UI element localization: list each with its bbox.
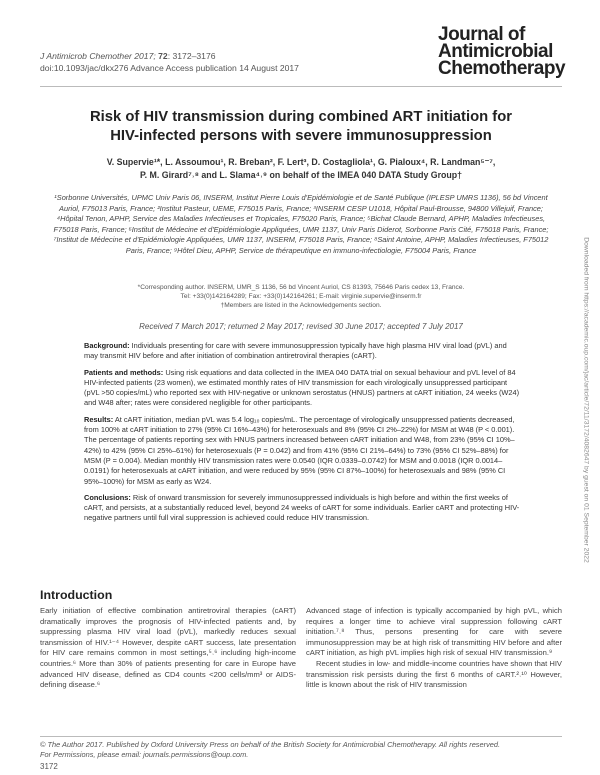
body-paragraph: Advanced stage of infection is typically accompanied by high pVL, which requires a longer time to achieve viral suppression following cART initiation.⁷˒⁸ Thus, persons presenting for care with severe immunosuppression may be at high risk of transmitting HIV before and after cART initiation, as high pVL implies high risk of sexual HIV transmission.⁹ <box>306 606 562 658</box>
doi-line: doi:10.1093/jac/dkx276 Advance Access publication 14 August 2017 <box>40 63 299 73</box>
title-line-1: Risk of HIV transmission during combined ART initiation for <box>89 109 512 125</box>
download-watermark <box>579 190 593 610</box>
introduction-left-column <box>40 606 296 691</box>
section-heading-introduction: Introduction <box>40 588 113 602</box>
citation-line <box>40 50 299 62</box>
abstract-results <box>84 415 520 487</box>
abstract-text: Risk of onward transmission for severely immunosuppressed individuals is high before and within the first weeks of cART, and persists, at a substantially reduced level, beyond 24 weeks of cART for some individuals. Earlier cART and protecting HIV-negative partners until full viral suppression is achieved could reduce HIV transmission. <box>84 492 520 523</box>
abstract-conclusions <box>84 493 520 524</box>
received-dates: Received 7 March 2017; returned 2 May 2017; revised 30 June 2017; accepted 7 July 2017 <box>139 322 463 331</box>
corresp-line-2: Tel: +33(0)142164289; Fax: +33(0)142164261; E-mail: virginie.supervie@inserm.fr <box>180 293 422 301</box>
title-line-2: HIV-infected persons with severe immunosuppression <box>110 128 492 144</box>
citation-volume: 72 <box>158 51 168 61</box>
journal-logo <box>438 26 565 77</box>
authors-line-1: V. Supervie¹*, L. Assoumou¹, R. Breban², F. Lert³, D. Costagliola¹, G. Pialoux⁴, R. Landman⁵⁻⁷, <box>106 157 496 167</box>
logo-line-3: Chemotherapy <box>438 58 566 79</box>
copyright-footer <box>40 740 562 760</box>
abstract <box>84 341 520 530</box>
author-list <box>56 156 546 182</box>
corresponding-author <box>120 283 482 311</box>
citation-block <box>40 50 299 74</box>
copyright-line: © The Author 2017. Published by Oxford University Press on behalf of the British Society for Antimicrobial Chemotherapy. All rights reserved. <box>40 740 501 749</box>
citation-year: 2017; <box>134 51 156 61</box>
abstract-text: Individuals presenting for care with severe immunosuppression typically have high plasma HIV viral load (pVL) and may transmit HIV before and after initiation of combination antiretroviral therapies (cART). <box>84 341 507 361</box>
citation-pages: : 3172–3176 <box>167 51 216 61</box>
abstract-label: Results: <box>84 414 114 424</box>
affiliations: ¹Sorbonne Universités, UPMC Univ Paris 06, INSERM, Institut Pierre Louis d'Epidémiologie et de Santé Publique (IPLESP UMRS 1136), 56 bd Vincent Auriol, F75013 Paris, France; ²Institut Pasteur, UEME, F75015 Paris, France; ³INSERM CESP U1018, Hôpital Paul-Brousse, 94800 Villejuif, France; ⁴Hôpital Tenon, APHP, Service des Maladies Infectieuses et Tropicales, F75020 Paris, France; ⁵Bichat Claude Bernard, APHP, Maladies Infectieuses, F75018 Paris, France; ⁶Institut de Médecine et d'Epidémiologie Appliquées, UMR 1137, Univ Paris Diderot, Sorbonne Paris Cité, F75018 Paris, France; ⁷Institut de Médecine et d'Epidémiologie Appliquées, UMR 1137, INSERM, F75018 Paris, France; ⁸Saint Antoine, APHP, Maladies Infectieuses, F75012 Paris, France; ⁹Hôtel Dieu, APHP, Service de thérapeutique en immuno-infectiologie, F75004 Paris, France <box>53 193 549 255</box>
corresp-line-3: †Members are listed in the Acknowledgements section. <box>220 302 382 310</box>
abstract-label: Patients and methods: <box>84 367 164 377</box>
body-paragraph: Early initiation of effective combination antiretroviral therapies (cART) dramatically improves the prognosis of HIV-infected patients and, by suppressing plasma HIV viral load (pVL), markedly reduces sexual transmission of HIV.¹⁻⁴ However, despite cART success, late presentation for HIV care remains common in most settings,⁵˒⁶ including high-income countries.⁶ More than 30% of patients presenting for care in Europe have advanced HIV disease, defined as CD4 counts <200 cells/mm³ or AIDS-defining disease.⁶ <box>40 606 296 690</box>
journal-abbreviation: J Antimicrob Chemother <box>40 51 132 61</box>
logo-line-2: Antimicrobial <box>438 41 553 62</box>
authors-line-2: P. M. Girard⁷˒⁸ and L. Slama⁴˒⁹ on behalf of the IMEA 040 DATA Study Group† <box>139 170 463 180</box>
permissions-line: For Permissions, please email: journals.permissions@oup.com. <box>40 750 249 759</box>
introduction-right-column <box>306 606 562 691</box>
logo-line-1: Journal of <box>438 24 525 45</box>
abstract-label: Conclusions: <box>84 492 131 502</box>
download-watermark-text: Downloaded from https://academic.oup.com/jac/article/72/11/3172/4082647 by guest on 01 September 2022 <box>582 237 590 563</box>
page-number: 3172 <box>40 762 58 771</box>
header-divider <box>40 86 562 87</box>
abstract-background <box>84 341 520 362</box>
abstract-text: Using risk equations and data collected in the IMEA 040 DATA trial on sexual behaviour and pVL level of 84 HIV-infected patients (23 women), we estimated monthly rates of HIV transmission for each virologically unsuppressed participant (pVL >50 copies/mL) who reported sex with HIV-negative or unknown serostatus (HNUS) partners at cART initiation, 24 weeks (W24) and W48 after; rates were considered negligible for other participants. <box>84 367 520 408</box>
corresp-line-1: *Corresponding author. INSERM, UMR_S 1136, 56 bd Vincent Auriol, CS 81393, 75646 Paris cedex 13, France. <box>137 284 465 291</box>
body-paragraph: Recent studies in low- and middle-income countries have shown that HIV transmission risk persists during the first 6 months of cART.²˒¹⁰ However, little is known about the risk of HIV transmission <box>306 658 562 690</box>
article-title <box>40 108 562 146</box>
abstract-methods <box>84 368 520 409</box>
abstract-text: At cART initiation, median pVL was 5.4 log₁₀ copies/mL. The percentage of virologically unsuppressed patients decreased, from 100% at cART initiation to 27% (95% CI 16%–43%) for heterosexuals and 8% (95% CI 2%–22%) for MSM at W48 (P < 0.001). The percentage of patients reporting sex with HNUS partners increased between cART initiation and W48, from 23% (95% CI 10%–42%) to 42% (95% CI 25%–61%) for heterosexuals (P = 0.042) and from 41% (95% CI 21%–64%) to 73% (95% CI 52%–88%) for MSM (P = 0.004). Median monthly HIV transmission rates were 0.0540 (IQR 0.0339–0.0742) for MSM and 0.0018 (IQR 0.0014–0.0191) for heterosexuals at cART initiation, and were reduced by 95% (95% CI 87%–100%) for heterosexuals and 98% (95% CI 95%–100%) for MSM as early as W24. <box>84 414 515 486</box>
abstract-label: Background: <box>84 341 130 350</box>
footer-divider <box>40 736 562 737</box>
